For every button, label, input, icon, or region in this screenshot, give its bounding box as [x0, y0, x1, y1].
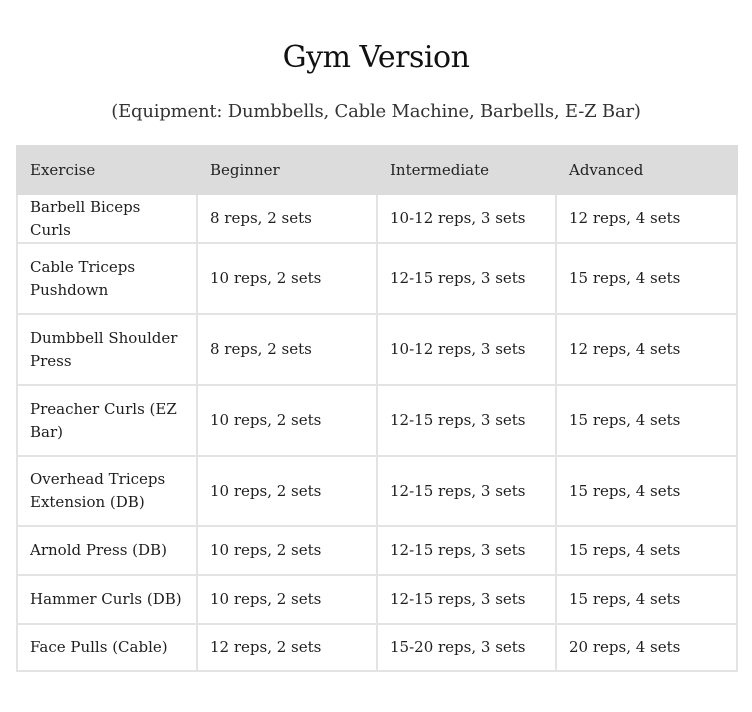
- beginner-cell: 10 reps, 2 sets: [197, 456, 377, 526]
- column-header-advanced: Advanced: [556, 146, 737, 194]
- advanced-cell: 15 reps, 4 sets: [556, 526, 737, 575]
- table-row: [17, 243, 737, 314]
- advanced-cell: 20 reps, 4 sets: [556, 624, 737, 671]
- intermediate-cell: 10-12 reps, 3 sets: [377, 314, 556, 385]
- intermediate-cell: 12-15 reps, 3 sets: [377, 385, 556, 456]
- table-row: [17, 575, 737, 624]
- header-row: [17, 146, 737, 194]
- intermediate-cell: 12-15 reps, 3 sets: [377, 456, 556, 526]
- exercise-cell: Dumbbell Shoulder Press: [17, 314, 197, 385]
- beginner-cell: 10 reps, 2 sets: [197, 526, 377, 575]
- exercise-cell: Arnold Press (DB): [17, 526, 197, 575]
- beginner-cell: 10 reps, 2 sets: [197, 385, 377, 456]
- intermediate-cell: 15-20 reps, 3 sets: [377, 624, 556, 671]
- table-row: [17, 526, 737, 575]
- exercise-cell: Overhead Triceps Extension (DB): [17, 456, 197, 526]
- intermediate-cell: 12-15 reps, 3 sets: [377, 243, 556, 314]
- table-row: [17, 314, 737, 385]
- table-row: [17, 456, 737, 526]
- beginner-cell: 10 reps, 2 sets: [197, 243, 377, 314]
- advanced-cell: 12 reps, 4 sets: [556, 194, 737, 243]
- exercise-cell: Preacher Curls (EZ Bar): [17, 385, 197, 456]
- beginner-cell: 8 reps, 2 sets: [197, 194, 377, 243]
- advanced-cell: 12 reps, 4 sets: [556, 314, 737, 385]
- column-header-exercise: Exercise: [17, 146, 197, 194]
- exercise-cell: Cable Triceps Pushdown: [17, 243, 197, 314]
- advanced-cell: 15 reps, 4 sets: [556, 243, 737, 314]
- page-title: Gym Version: [282, 40, 470, 75]
- exercise-cell: Face Pulls (Cable): [17, 624, 197, 671]
- advanced-cell: 15 reps, 4 sets: [556, 456, 737, 526]
- table-header: [17, 146, 737, 194]
- column-header-intermediate: Intermediate: [377, 146, 556, 194]
- advanced-cell: 15 reps, 4 sets: [556, 385, 737, 456]
- table-row: [17, 624, 737, 671]
- exercise-cell: Hammer Curls (DB): [17, 575, 197, 624]
- intermediate-cell: 12-15 reps, 3 sets: [377, 575, 556, 624]
- column-header-beginner: Beginner: [197, 146, 377, 194]
- advanced-cell: 15 reps, 4 sets: [556, 575, 737, 624]
- table-row: [17, 385, 737, 456]
- beginner-cell: 12 reps, 2 sets: [197, 624, 377, 671]
- exercise-cell: Barbell Biceps Curls: [17, 194, 197, 243]
- intermediate-cell: 12-15 reps, 3 sets: [377, 526, 556, 575]
- beginner-cell: 10 reps, 2 sets: [197, 575, 377, 624]
- beginner-cell: 8 reps, 2 sets: [197, 314, 377, 385]
- table-row: [17, 194, 737, 243]
- workout-table: [16, 145, 738, 672]
- table-body: [17, 194, 737, 671]
- intermediate-cell: 10-12 reps, 3 sets: [377, 194, 556, 243]
- equipment-subtitle: (Equipment: Dumbbells, Cable Machine, Barbells, E-Z Bar): [111, 101, 641, 122]
